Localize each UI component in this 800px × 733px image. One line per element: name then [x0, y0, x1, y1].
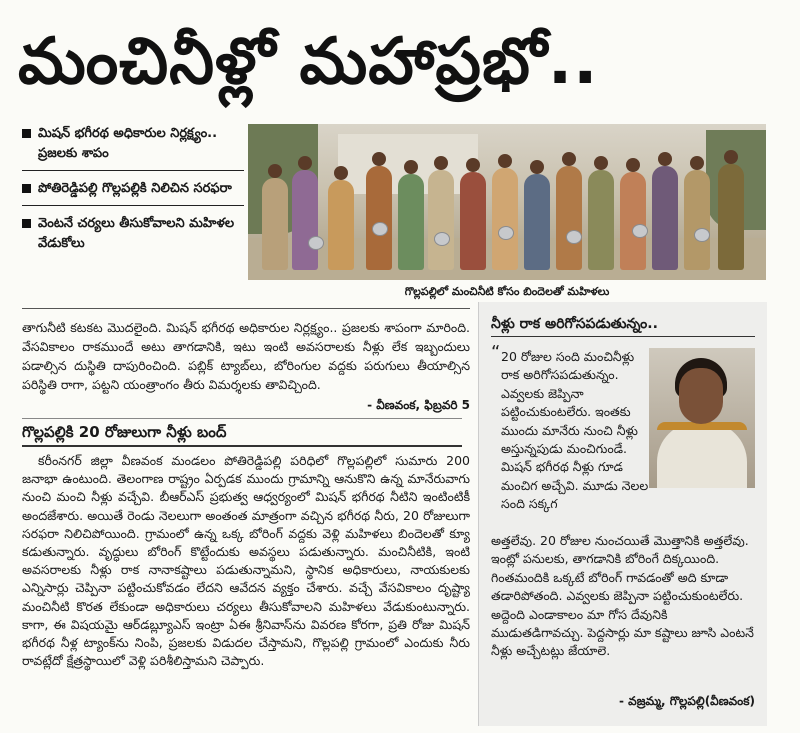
bullet-text: పోతిరెడ్డిపల్లి గొల్లపల్లికి నిలిచిన సరఫరా: [38, 181, 232, 196]
divider: [22, 308, 470, 309]
sidebar-quote-bottom: అత్తలేవు. 20 రోజుల నుంచయితే మొత్తానికి అత్తలేవు. ఇంట్లో పనులకు, తాగడానికి బోరింగే దిక్కయింది. గింతమందికి ఒక్కటే బోరింగ్ గావడంతో అది కూడా తడారిపోతంది. ఎవ్వలకు జెప్పినా పట్టించుకుంటలేరు. అద్దెంది ఎండాకాలం మా గోస దేవునికి ముడుతడిగావచ్చు. పెద్దసార్లు మా కష్టాలు జూసి ఎంటనే నీళ్లు అచ్చేటట్లు జేయాలె.: [491, 533, 754, 659]
photo-caption: గొల్లపల్లిలో మంచినీటి కోసం బిందెలతో మహిళలు: [404, 285, 610, 298]
sidebar-signature: - వజ్రమ్మ, గొల్లపల్లి(వీణవంక): [619, 694, 755, 708]
sidebar-heading: నీళ్లు రాక అరిగోసపడుతున్నం..: [491, 312, 755, 337]
quote-mark-icon: “: [491, 342, 501, 363]
bullet-item: [22, 179, 244, 206]
intro-paragraph: తాగునీటి కటకట మొదలైంది. మిషన్ భగీరథ అధికారుల నిర్లక్ష్యం.. ప్రజలకు శాపంగా మారింది. వేసవికాలం రాకముందే అటు తాగడానికి, ఇటు ఇంటి అవసరాలకు నీళ్లు లేక ఇబ్బందులు పడాల్సిన దుస్థితి దాపురించింది. పబ్లిక్ ట్యాబ్‌లు, బోరింగుల వద్దకు పరుగులు తీయాల్సిన పరిస్థితి రాగా, పట్టని యంత్రాంగం తీరు విమర్శలకు తావిచ్చింది.: [22, 320, 470, 392]
bullet-item: [22, 214, 244, 260]
bullet-square-icon: [22, 129, 31, 138]
body-paragraph: కరీంనగర్ జిల్లా వీణవంక మండలం పోతిరెడ్డిపల్లి పరిధిలో గొల్లపల్లిలో సుమారు 200 జనాభా ఉంటుంది. తెలంగాణ రాష్ట్రం ఏర్పడక ముందు గ్రామాన్ని ఆనుకొని ఉన్న మానేరువాగు నుంచి మంచి నీళ్లు వచ్చేవి. బీఆర్ఎస్ ప్రభుత్వ ఆధ్వర్యంలో మిషన్ భగీరథ నీటిని ఇంటింటికీ అందజేశారు. అయితే రెండు నెలలుగా అంతంత మాత్రంగా వచ్చిన భగీరథ నీరు, 20 రోజులుగా సరఫరా నిలిచిపోయింది. గ్రామంలో ఉన్న ఒక్క బోరింగ్ వద్దకు వెళ్లి మహిళలు బిందెలతో క్యూ కడుతున్నారు. వృద్ధులు బోరింగ్ కొట్టేందుకు అవస్థలు పడుతున్నారు. మంచినీటికి, ఇంటి అవసరాలకు నీళ్లు రాక నానాకష్టాలు పడుతున్నామని, స్థానిక అధికారులు, నాయకులకు ఎన్నిసార్లు చెప్పినా పట్టించుకోవడం లేదని ఆవేదన వ్యక్తం చేశారు. వచ్చే వేసవికాలం దృష్ట్యా మంచినీటి కొరత లేకుండా అధికారులు చర్యలు తీసుకోవాలని మహిళలు వేడుకుంటున్నారు. కాగా, ఈ విషయమై ఆర్‌డబ్ల్యూఎస్ ఇంట్రా ఏఈ శ్రీనివాస్‌ను వివరణ కోరగా, ప్రతి రోజు మిషన్ భగీరథ నీళ్ల ట్యాంక్‌ను నింపి, ప్రజలకు విడుదల చేస్తామని, గొల్లపల్లి గ్రామంలో ఎందుకు నీరు రావట్లేదో క్షేత్రస్థాయిలో వెళ్లి పరిశీలిస్తామని చెప్పారు.: [22, 453, 470, 669]
bullet-text: మిషన్ భగీరథ అధికారుల నిర్లక్ష్యం.. ప్రజలకు శాపం: [38, 126, 218, 161]
bullet-text: వెంటనే చర్యలు తీసుకోవాలని మహిళల వేడుకోలు: [38, 216, 235, 251]
dateline: - వీణవంక, ఫిబ్రవరి 5: [367, 398, 470, 412]
women-queue-photo: [248, 124, 766, 280]
sub-heading: గొల్లపల్లికి 20 రోజులుగా నీళ్లు బంద్: [22, 418, 462, 447]
headline: మంచినీళ్లో మహాప్రభో..: [18, 25, 599, 99]
bullet-square-icon: [22, 184, 31, 193]
sidebar-quote-box: [478, 302, 767, 726]
woman-portrait-photo: [649, 348, 755, 488]
sidebar-quote-top: 20 రోజుల సంది మంచినీళ్లు రాక అరిగోసపడుతున్నం. ఎవ్వలకు జెప్పినా పట్టించుకుంటలేరు. ఇంతకు ముందు మానేరు నుంచి నీళ్లు అస్తున్నపుడు మంచిగుండే. మిషన్ భగీరథ నీళ్లు గూడ మంచిగ అచ్చేవి. మూడు నెలల సంది సక్కగ: [501, 349, 649, 512]
bullet-square-icon: [22, 219, 31, 228]
bullet-item: [22, 124, 244, 171]
bullet-list: [22, 124, 244, 268]
